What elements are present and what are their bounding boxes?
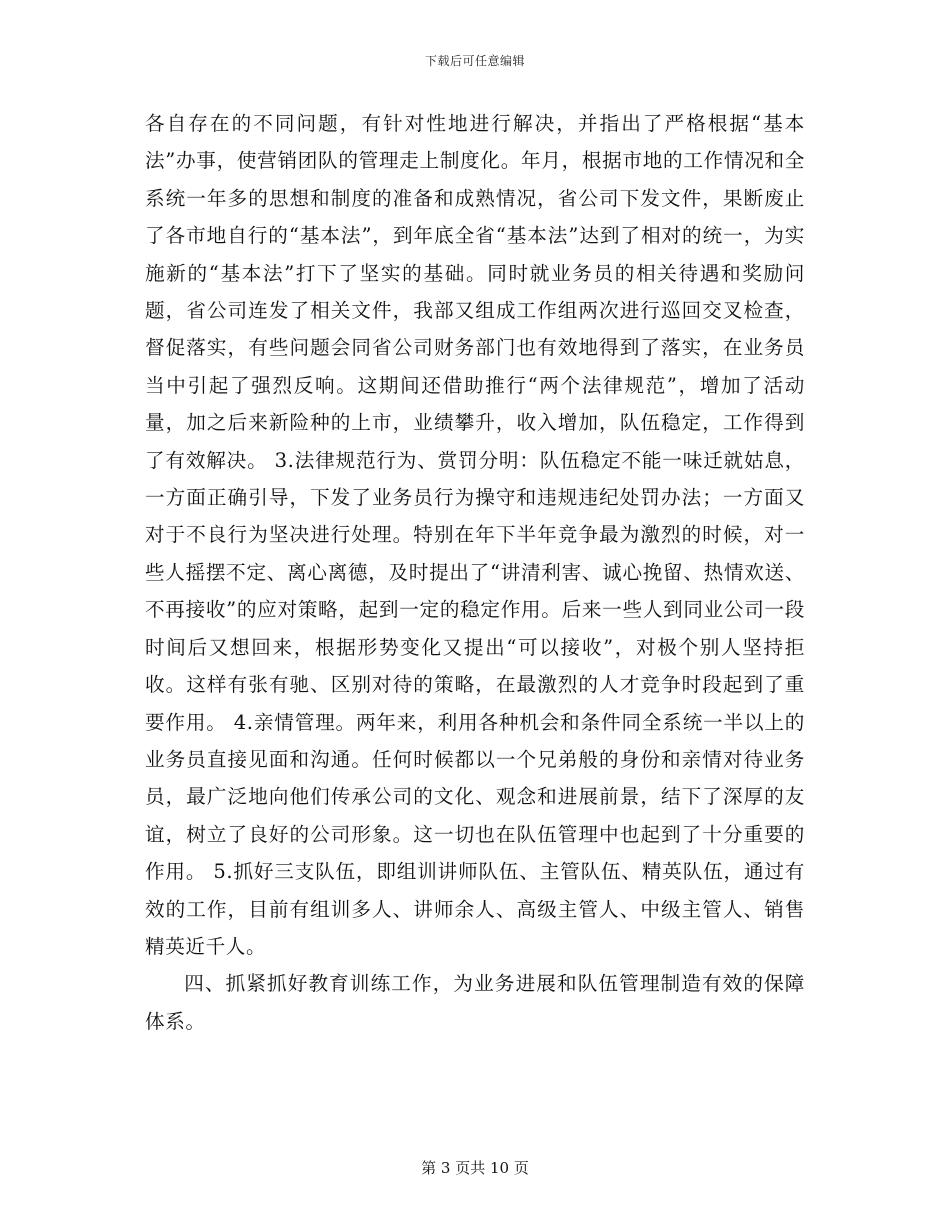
section-heading-paragraph: 四、抓紧抓好教育训练工作，为业务进展和队伍管理制造有效的保障体系。 bbox=[145, 972, 805, 1033]
body-paragraph: 各自存在的不同问题，有针对性地进行解决，并指出了严格根据“基本法”办事，使营销团队的管理走上制度化。年月，根据市地的工作情况和全系统一年多的思想和制度的准备和成熟情况，省公司下发文件，果断废止了各市地自行的“基本法”，到年底全省“基本法”达到了相对的统一，为实施新的“基本法”打下了坚实的基础。同时就业务员的相关待遇和奖励问题，省公司连发了相关文件，我部又组成工作组两次进行巡回交叉检查，督促落实，有些问题会同省公司财务部门也有效地得到了落实，在业务员当中引起了强烈反响。这期间还借助推行“两个法律规范”，增加了活动量，加之后来新险种的上市，业绩攀升，收入增加，队伍稳定，工作得到了有效解决。 3.法律规范行为、赏罚分明：队伍稳定不能一味迁就姑息，一方面正确引导，下发了业务员行为操守和违规违纪处罚办法；一方面又对于不良行为坚决进行处理。特别在年下半年竞争最为激烈的时候，对一些人摇摆不定、离心离德，及时提出了“讲清利害、诚心挽留、热情欢送、不再接收”的应对策略，起到一定的稳定作用。后来一些人到同业公司一段时间后又想回来，根据形势变化又提出“可以接收”，对极个别人坚持拒收。这样有张有驰、区别对待的策略，在最激烈的人才竞争时段起到了重要作用。 4.亲情管理。两年来，利用各种机会和条件同全系统一半以上的业务员直接见面和沟通。任何时候都以一个兄弟般的身份和亲情对待业务员，最广泛地向他们传承公司的文化、观念和进展前景，结下了深厚的友谊，树立了良好的公司形象。这一切也在队伍管理中也起到了十分重要的作用。 5.抓好三支队伍，即组训讲师队伍、主管队伍、精英队伍，通过有效的工作，目前有组训多人、讲师余人、高级主管人、中级主管人、销售精英近千人。 bbox=[145, 112, 805, 958]
document-body bbox=[145, 105, 805, 1040]
page-number: 第 3 页共 10 页 bbox=[421, 1159, 529, 1177]
page-header: 下载后可任意编辑 bbox=[424, 54, 525, 68]
